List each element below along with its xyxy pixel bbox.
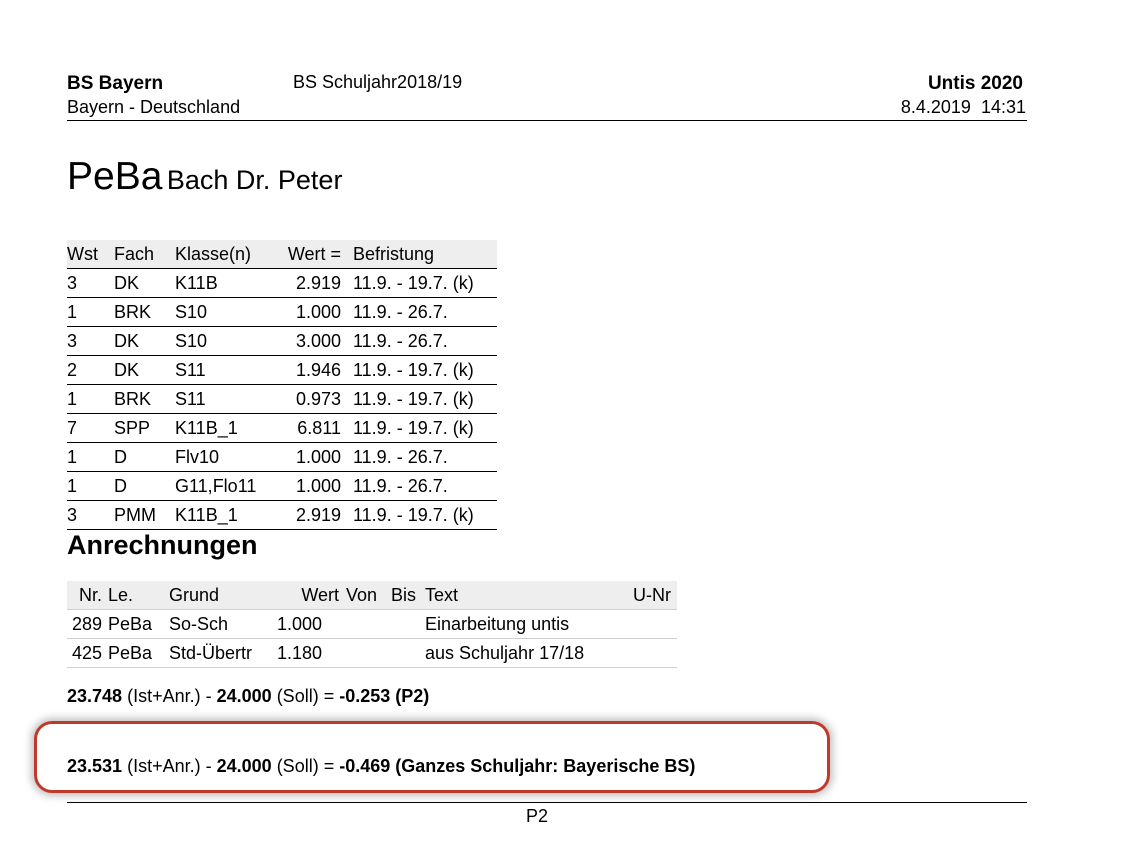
cell-grund: So-Sch	[169, 610, 277, 639]
cell-wst: 1	[67, 385, 114, 414]
cell-text: aus Schuljahr 17/18	[421, 639, 625, 668]
col-fach: Fach	[114, 240, 175, 269]
cell-fach: D	[114, 472, 175, 501]
summary-soll-label: (Soll) =	[276, 686, 335, 706]
cell-unr	[625, 639, 677, 668]
cell-wert: 1.000	[275, 443, 347, 472]
cell-bis	[387, 639, 421, 668]
cell-unr	[625, 610, 677, 639]
cell-wst: 1	[67, 298, 114, 327]
school-year: BS Schuljahr2018/19	[293, 72, 463, 92]
summary-result: -0.253 (P2)	[339, 686, 430, 706]
cell-von	[339, 639, 387, 668]
table-row	[67, 443, 497, 472]
table-row	[67, 298, 497, 327]
cell-klasse: S10	[175, 298, 275, 327]
cell-fach: DK	[114, 356, 175, 385]
cell-bis	[387, 610, 421, 639]
header-rule	[67, 120, 1027, 121]
summary-year	[67, 756, 695, 777]
summary-ist: 23.531	[67, 756, 123, 776]
cell-wert: 0.973	[275, 385, 347, 414]
cell-klasse: S11	[175, 356, 275, 385]
anrechnungen-header-row	[67, 581, 677, 610]
cell-klasse: K11B_1	[175, 414, 275, 443]
summary-period	[67, 686, 429, 707]
cell-nr: 289	[67, 610, 108, 639]
cell-grund: Std-Übertr	[169, 639, 277, 668]
cell-befristung: 11.9. - 26.7.	[347, 327, 497, 356]
col-wst: Wst	[67, 240, 114, 269]
cell-befristung: 11.9. - 19.7. (k)	[347, 414, 497, 443]
cell-fach: D	[114, 443, 175, 472]
cell-wert: 3.000	[275, 327, 347, 356]
cell-wst: 7	[67, 414, 114, 443]
table-row	[67, 327, 497, 356]
col-von: Von	[339, 581, 387, 610]
cell-wst: 1	[67, 443, 114, 472]
cell-befristung: 11.9. - 26.7.	[347, 298, 497, 327]
cell-fach: BRK	[114, 298, 175, 327]
col-grund: Grund	[169, 581, 277, 610]
cell-befristung: 11.9. - 19.7. (k)	[347, 501, 497, 530]
cell-fach: DK	[114, 327, 175, 356]
table-row	[67, 472, 497, 501]
summary-ist: 23.748	[67, 686, 123, 706]
cell-wert: 1.000	[277, 610, 339, 639]
cell-wert: 1.000	[275, 472, 347, 501]
cell-fach: PMM	[114, 501, 175, 530]
cell-klasse: S11	[175, 385, 275, 414]
cell-wst: 3	[67, 501, 114, 530]
cell-wert: 1.000	[275, 298, 347, 327]
col-wert: Wert	[277, 581, 339, 610]
page-label: P2	[526, 806, 549, 826]
cell-befristung: 11.9. - 26.7.	[347, 443, 497, 472]
col-unr: U-Nr	[625, 581, 677, 610]
col-befristung: Befristung	[347, 240, 497, 269]
lessons-header-row	[67, 240, 497, 269]
cell-klasse: K11B_1	[175, 501, 275, 530]
summary-soll: 24.000	[216, 686, 272, 706]
cell-wst: 1	[67, 472, 114, 501]
table-row	[67, 414, 497, 443]
print-timestamp	[901, 97, 1026, 118]
summary-soll: 24.000	[216, 756, 272, 776]
table-row	[67, 501, 497, 530]
cell-wert: 2.919	[275, 269, 347, 298]
cell-wert: 6.811	[275, 414, 347, 443]
cell-fach: BRK	[114, 385, 175, 414]
cell-text: Einarbeitung untis	[421, 610, 625, 639]
table-row	[67, 610, 677, 639]
cell-befristung: 11.9. - 19.7. (k)	[347, 385, 497, 414]
footer-rule	[67, 802, 1027, 803]
cell-wert: 1.946	[275, 356, 347, 385]
col-text: Text	[421, 581, 625, 610]
cell-klasse: Flv10	[175, 443, 275, 472]
print-time: 14:31	[980, 97, 1026, 117]
summary-ist-label: (Ist+Anr.) -	[127, 756, 212, 776]
org-name: BS Bayern	[67, 73, 164, 94]
summary-ist-label: (Ist+Anr.) -	[127, 686, 212, 706]
cell-wst: 3	[67, 269, 114, 298]
summary-soll-label: (Soll) =	[276, 756, 335, 776]
cell-nr: 425	[67, 639, 108, 668]
cell-le: PeBa	[108, 610, 169, 639]
cell-klasse: S10	[175, 327, 275, 356]
col-nr: Nr.	[67, 581, 108, 610]
table-row	[67, 269, 497, 298]
col-bis: Bis	[387, 581, 421, 610]
cell-fach: SPP	[114, 414, 175, 443]
col-klassen: Klasse(n)	[175, 240, 275, 269]
lessons-table	[67, 240, 497, 530]
teacher-name: Bach Dr. Peter	[166, 165, 343, 195]
cell-befristung: 11.9. - 19.7. (k)	[347, 356, 497, 385]
cell-wst: 3	[67, 327, 114, 356]
app-version: Untis 2020	[927, 73, 1023, 94]
region: Bayern - Deutschland	[67, 97, 241, 117]
cell-fach: DK	[114, 269, 175, 298]
cell-wert: 2.919	[275, 501, 347, 530]
cell-le: PeBa	[108, 639, 169, 668]
cell-klasse: K11B	[175, 269, 275, 298]
anrechnungen-title: Anrechnungen	[67, 530, 258, 560]
teacher-title	[67, 155, 342, 199]
teacher-code: PeBa	[67, 155, 163, 198]
summary-result: -0.469 (Ganzes Schuljahr: Bayerische BS)	[339, 756, 696, 776]
table-row	[67, 385, 497, 414]
cell-klasse: G11,Flo11	[175, 472, 275, 501]
col-wert: Wert =	[275, 240, 347, 269]
anrechnungen-table	[67, 581, 677, 668]
print-date: 8.4.2019	[900, 97, 971, 117]
cell-wert: 1.180	[277, 639, 339, 668]
cell-befristung: 11.9. - 26.7.	[347, 472, 497, 501]
table-row	[67, 356, 497, 385]
cell-von	[339, 610, 387, 639]
col-le: Le.	[108, 581, 169, 610]
cell-wst: 2	[67, 356, 114, 385]
table-row	[67, 639, 677, 668]
cell-befristung: 11.9. - 19.7. (k)	[347, 269, 497, 298]
